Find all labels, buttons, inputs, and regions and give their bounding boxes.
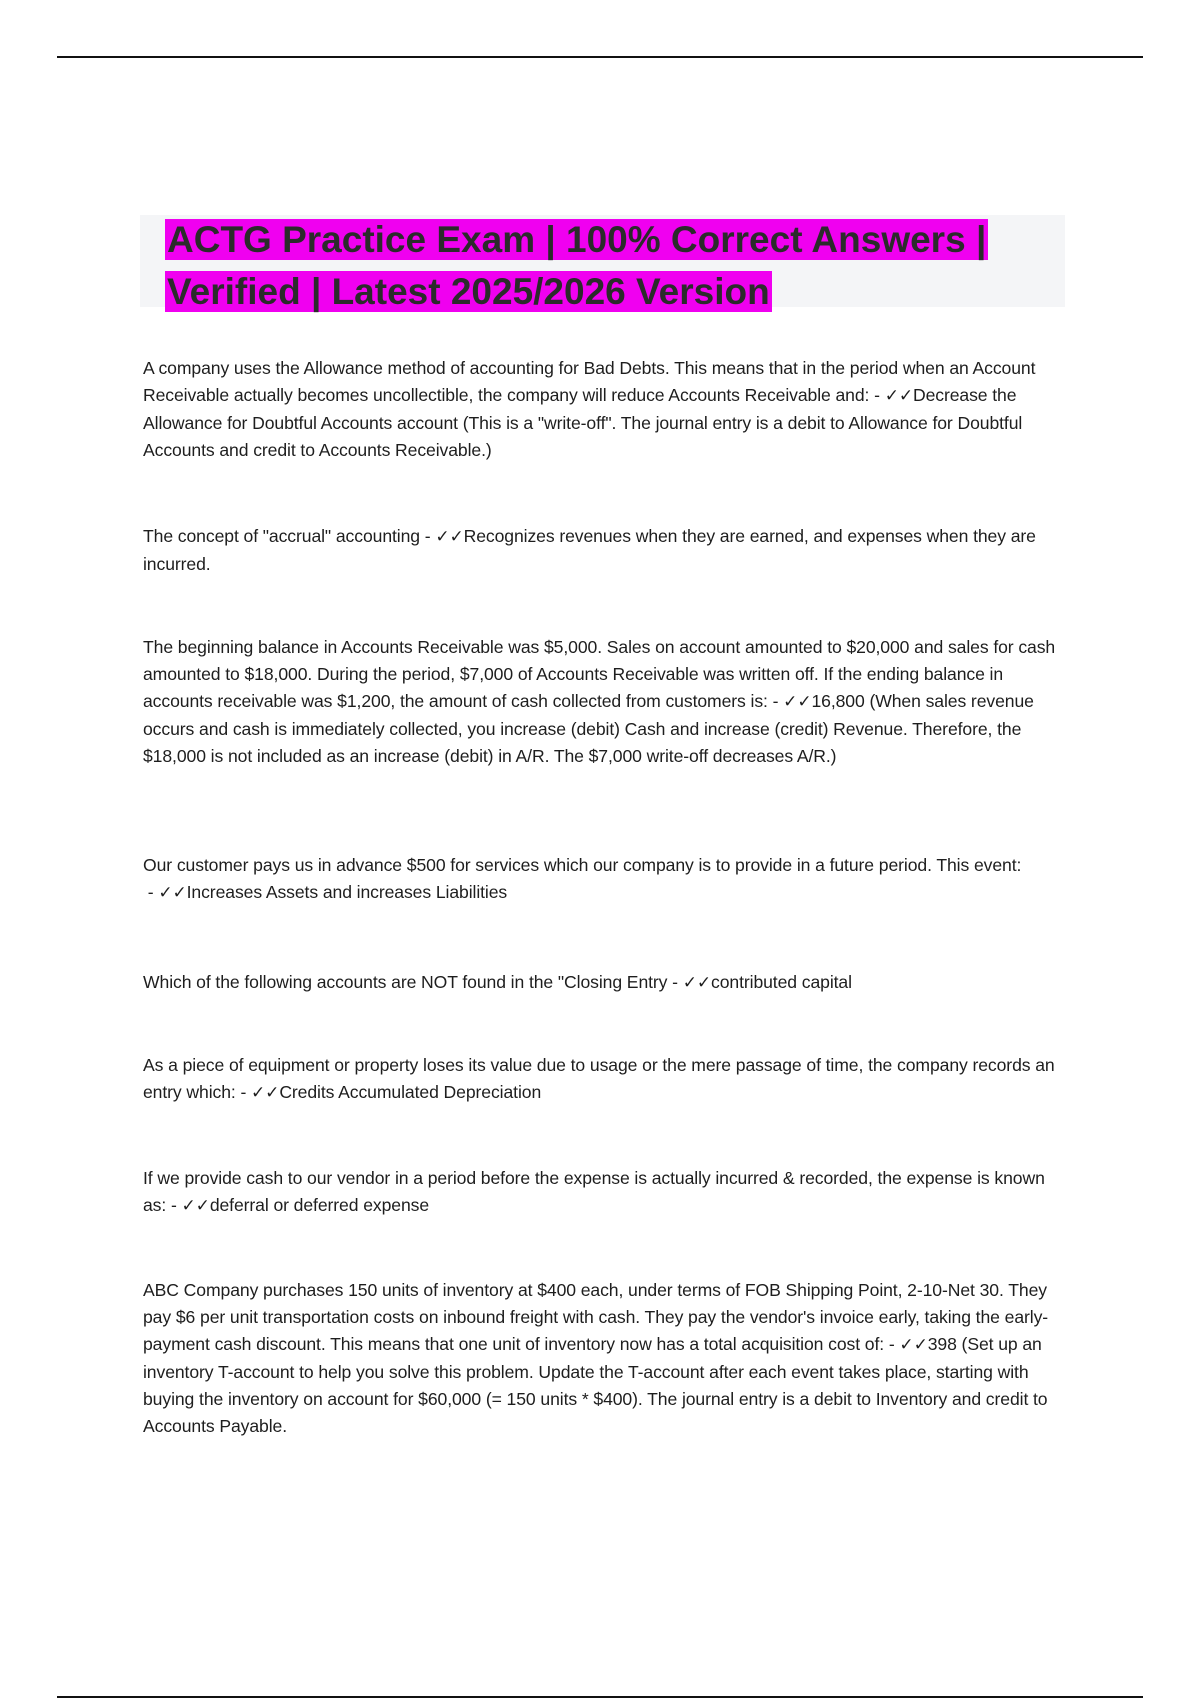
check-icon: ✓✓ [158,883,187,903]
question-text: If we provide cash to our vendor in a period before the expense is actually incurred & recorded, the expense is known as: [143,1168,1045,1215]
qa-item [143,1165,1058,1220]
check-icon: ✓✓ [682,973,712,993]
qa-item [143,634,1058,770]
title-highlight: ACTG Practice Exam | 100% Correct Answers | Verified | Latest 2025/2026 Version [167,219,987,312]
question-text: ABC Company purchases 150 units of inventory at $400 each, under terms of FOB Shipping Point, 2-10-Net 30. They pay $6 per unit transportation costs on inbound freight with cash. They pay the vendor's invoice early, taking the early-payment cash discount. This means that one unit of inventory now has a total acquisition cost of: [143,1280,1049,1354]
check-icon: ✓✓ [783,692,812,712]
separator: - [235,1082,252,1102]
check-icon: ✓✓ [899,1335,928,1355]
answer-text: 16,800 (When sales revenue occurs and cash is immediately collected, you increase (debit) Cash and increase (credit) Revenue. Therefore, the $18,000 is not included as an increase (debit) in A/R. The $7,000 write-off decreases A/R.) [143,691,1034,766]
question-text: Our customer pays us in advance $500 for services which our company is to provide in a future period. This event: [143,855,1022,875]
qa-item [143,1277,1058,1440]
bottom-divider [57,1696,1143,1698]
separator: - [884,1334,900,1354]
top-divider [57,56,1143,58]
separator: - [667,972,683,992]
answer-text: Increases Assets and increases Liabilities [186,882,508,902]
answer-text: deferral or deferred expense [209,1195,430,1215]
answer-text: Credits Accumulated Depreciation [279,1082,542,1102]
separator: - [767,691,784,711]
answer-text: Recognizes revenues when they are earned, and expenses when they are incurred. [143,526,1036,574]
check-icon: ✓✓ [435,527,464,547]
answer-text: 398 (Set up an inventory T-account to help you solve this problem. Update the T-account after each event takes place, starting with buying the inventory on account for $60,000 (= 150 units * $400). The journal entry is a debit to Inventory and credit to Accounts Payable. [143,1334,1048,1436]
qa-item [143,355,1058,464]
separator: - [869,385,885,405]
document-title [165,214,1065,318]
qa-item [143,852,1058,907]
separator: - [419,526,436,546]
answer-text: Decrease the Allowance for Doubtful Accounts account (This is a "write-off". The journal entry is a debit to Allowance for Doubtful Accounts and credit to Accounts Receivable.) [143,385,1023,460]
check-icon: ✓✓ [181,1196,210,1216]
separator: - [166,1195,182,1215]
question-text: The beginning balance in Accounts Receivable was $5,000. Sales on account amounted to $20,000 and sales for cash amounted to $18,000. During the period, $7,000 of Accounts Receivable was written off. If the ending balance in accounts receivable was $1,200, the amount of cash collected from customers is: [143,637,1056,711]
check-icon: ✓✓ [251,1083,280,1103]
question-text: As a piece of equipment or property loses its value due to usage or the mere passage of time, the company records an entry which: [143,1055,1055,1102]
qa-item [143,1052,1058,1107]
question-text: Which of the following accounts are NOT found in the "Closing Entry [143,972,668,992]
answer-text: contributed capital [711,972,852,992]
question-text: The concept of "accrual" accounting [143,526,420,546]
question-text: A company uses the Allowance method of accounting for Bad Debts. This means that in the period when an Account Receivable actually becomes uncollectible, the company will reduce Accounts Receivable and: [143,358,1036,405]
separator: - [143,882,159,902]
check-icon: ✓✓ [884,386,913,406]
qa-item [143,969,852,997]
qa-item [143,523,1058,578]
